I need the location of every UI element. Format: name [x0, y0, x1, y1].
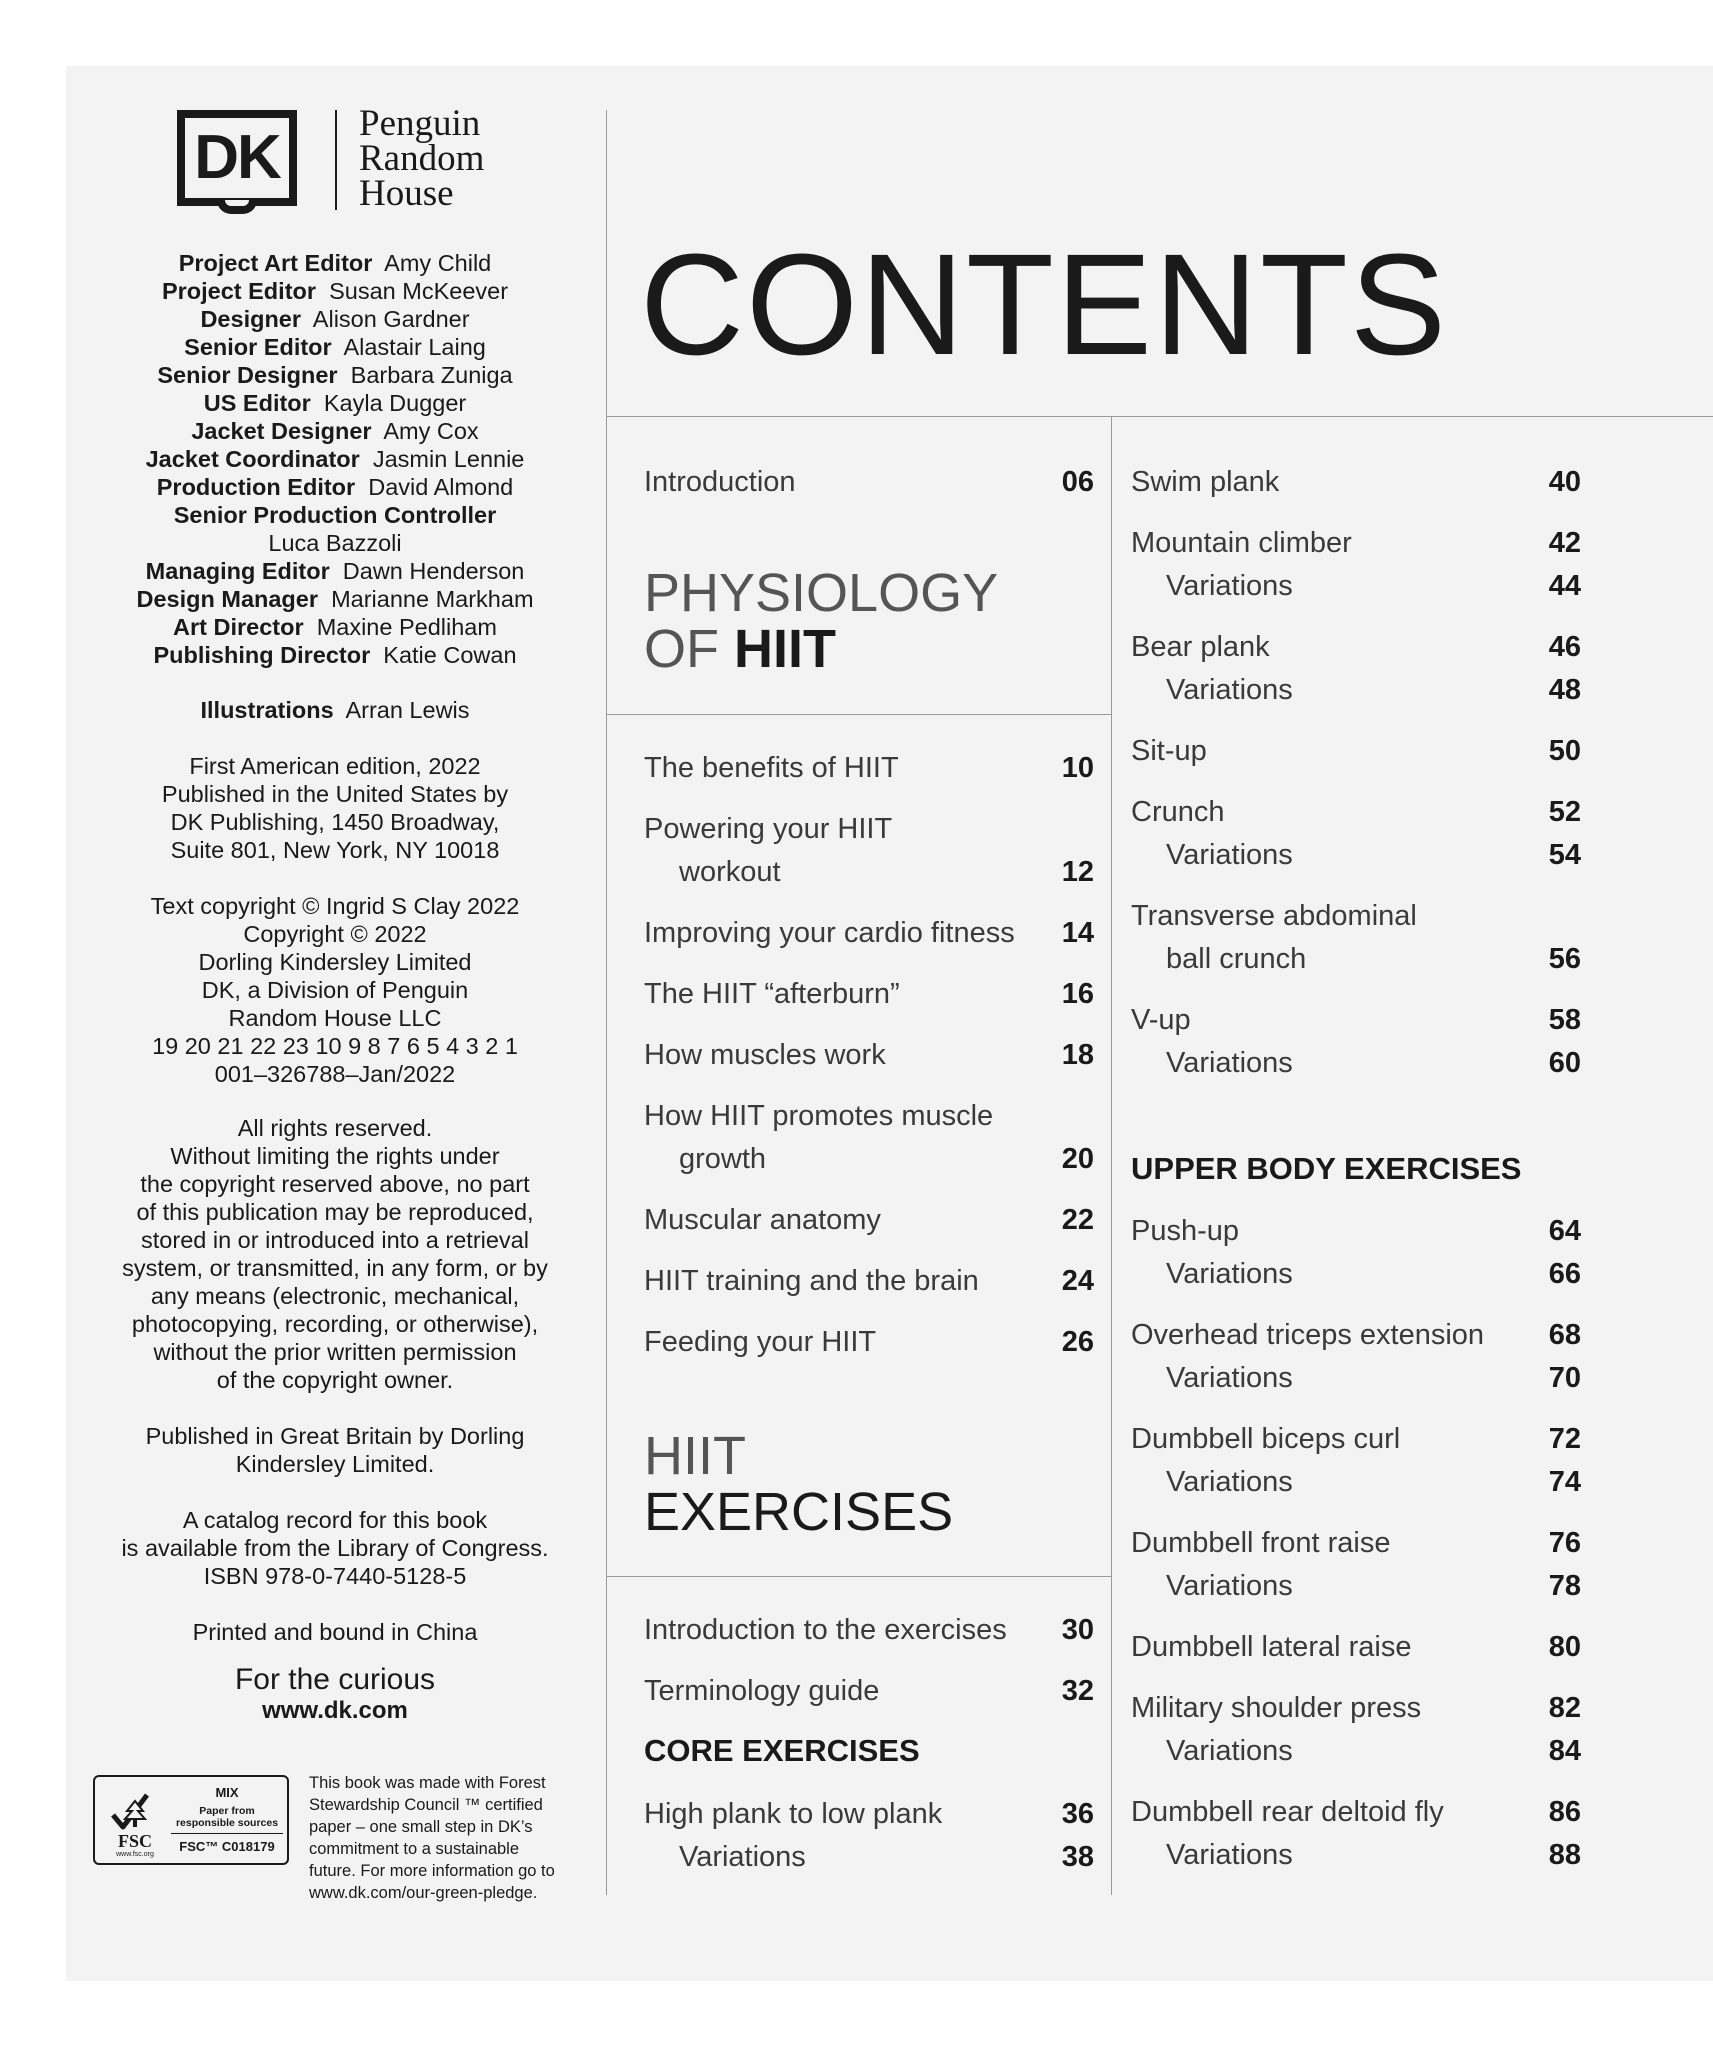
edition-line: Published in the United States by: [161, 781, 509, 807]
toc-page-number: 06: [1061, 466, 1094, 498]
physiology-heading-of: OF: [644, 619, 719, 679]
toc-page-number: 86: [1548, 1796, 1581, 1828]
fsc-divider: [171, 1833, 283, 1834]
dk-logo-icon: [177, 110, 297, 206]
toc-entry-label: The benefits of HIIT: [644, 752, 899, 784]
toc-entry-label: Improving your cardio fitness: [644, 917, 1015, 949]
toc-entry-label: Dumbbell lateral raise: [1131, 1631, 1412, 1663]
credit-name: Dawn Henderson: [342, 558, 525, 584]
physiology-heading: [644, 565, 998, 677]
toc-entry-label: Dumbbell rear deltoid fly: [1131, 1796, 1444, 1828]
toc-entry-label: Dumbbell biceps curl: [1131, 1423, 1401, 1455]
toc-entry[interactable]: [1131, 901, 1581, 931]
exercises-heading-line2: EXERCISES: [644, 1482, 954, 1542]
toc-entry-label: Military shoulder press: [1131, 1692, 1422, 1724]
toc-category-heading: UPPER BODY EXERCISES: [1131, 1151, 1522, 1186]
toc-entry-label: How HIIT promotes muscle: [644, 1100, 994, 1132]
fsc-note-line: Stewardship Council ™ certified: [309, 1796, 543, 1814]
credit-row: [100, 417, 570, 445]
fsc-note-line: paper – one small step in DK’s: [309, 1818, 533, 1836]
toc-page-number: 50: [1548, 735, 1581, 767]
toc-entry-label: Sit-up: [1131, 735, 1207, 767]
toc-entry[interactable]: [1131, 1797, 1581, 1827]
toc-entry-label: Push-up: [1131, 1215, 1240, 1247]
credit-row: [100, 501, 570, 529]
toc-entry[interactable]: [1131, 944, 1581, 974]
tagline: For the curious: [234, 1663, 436, 1696]
toc-entry[interactable]: [644, 1799, 1094, 1829]
rights-line: the copyright reserved above, no part: [140, 1171, 530, 1197]
toc-category-heading: CORE EXERCISES: [644, 1733, 920, 1768]
credit-name: Susan McKeever: [329, 278, 509, 304]
dk-logo-notch: [217, 200, 257, 214]
edition-line: DK Publishing, 1450 Broadway,: [170, 809, 500, 835]
toc-entry-label: Variations: [1166, 1735, 1293, 1767]
logo-divider: [335, 110, 337, 210]
fsc-name: FSC: [117, 1831, 152, 1851]
toc-page-number: 52: [1548, 796, 1581, 828]
toc-entry-label: Variations: [679, 1841, 806, 1873]
copyright-info: [96, 892, 574, 1088]
toc-entry[interactable]: [644, 918, 1094, 948]
toc-entry[interactable]: [644, 1040, 1094, 1070]
toc-entry[interactable]: [1131, 1424, 1581, 1454]
fsc-mix-label: MIX: [215, 1785, 239, 1800]
toc-entry[interactable]: [644, 857, 1094, 887]
copyright-line: 19 20 21 22 23 10 9 8 7 6 5 4 3 2 1: [152, 1033, 518, 1059]
toc-entry-introduction[interactable]: [644, 467, 1094, 497]
credit-row: [100, 361, 570, 389]
credit-role: Jacket Coordinator: [145, 446, 360, 472]
credit-row: [100, 557, 570, 585]
credit-row: [100, 305, 570, 333]
credit-role: Jacket Designer: [191, 418, 372, 444]
toc-page-number: 12: [1061, 856, 1094, 888]
toc-page-number: 76: [1548, 1527, 1581, 1559]
toc-entry[interactable]: [1131, 840, 1581, 870]
toc-entry-label: Transverse abdominal: [1131, 900, 1417, 932]
toc-entry[interactable]: [1131, 1632, 1581, 1662]
credit-name: Marianne Markham: [331, 586, 534, 612]
copyright-line: DK, a Division of Penguin: [201, 977, 469, 1003]
toc-entry[interactable]: [644, 1842, 1094, 1872]
toc-entry[interactable]: [644, 1327, 1094, 1357]
toc-entry-label: HIIT training and the brain: [644, 1265, 979, 1297]
toc-entry-label: Variations: [1166, 1839, 1293, 1871]
column-divider-middle: [1111, 416, 1112, 1895]
toc-page-number: 48: [1548, 674, 1581, 706]
toc-entry-label: Variations: [1166, 570, 1293, 602]
credit-row: [100, 585, 570, 613]
credit-row: [100, 641, 570, 669]
prh-line: House: [359, 173, 454, 214]
rights-line: without the prior written permission: [153, 1339, 517, 1365]
toc-entry[interactable]: [644, 1615, 1094, 1645]
toc-entry[interactable]: [1131, 1528, 1581, 1558]
toc-entry[interactable]: [644, 1676, 1094, 1706]
toc-page-number: 26: [1061, 1326, 1094, 1358]
physiology-heading-hiit: HIIT: [734, 619, 837, 679]
toc-entry-label: Variations: [1166, 1570, 1293, 1602]
toc-page-number: 32: [1061, 1675, 1094, 1707]
credit-row: [100, 389, 570, 417]
toc-entry[interactable]: [1131, 1840, 1581, 1870]
credit-name: Jasmin Lennie: [372, 446, 525, 472]
toc-page-number: 24: [1061, 1265, 1094, 1297]
toc-entry-label: Powering your HIIT: [644, 813, 893, 845]
toc-page-number: 64: [1548, 1215, 1581, 1247]
credits-list: [100, 249, 570, 669]
fsc-note-line: www.dk.com/our-green-pledge.: [309, 1884, 538, 1902]
dk-logo-text: DK: [194, 123, 280, 192]
credit-name: Amy Child: [384, 250, 492, 276]
fsc-sub-label: [171, 1805, 283, 1829]
edition-info: [96, 752, 574, 864]
toc-entry[interactable]: [1131, 1571, 1581, 1601]
fsc-url: www.fsc.org: [116, 1851, 154, 1858]
toc-entry-label: High plank to low plank: [644, 1798, 943, 1830]
toc-entry-label: Overhead triceps extension: [1131, 1319, 1485, 1351]
gb-line: Kindersley Limited.: [235, 1451, 435, 1477]
credit-row: [100, 445, 570, 473]
credit-row: [100, 277, 570, 305]
edition-line: First American edition, 2022: [189, 753, 481, 779]
credit-role: US Editor: [203, 390, 311, 416]
contents-title: CONTENTS: [640, 224, 1448, 385]
catalog-line: A catalog record for this book: [182, 1507, 488, 1533]
toc-entry-label: Variations: [1166, 674, 1293, 706]
website-link[interactable]: www.dk.com: [262, 1697, 408, 1724]
rights-line: photocopying, recording, or otherwise),: [131, 1311, 539, 1337]
toc-page-number: 38: [1061, 1841, 1094, 1873]
toc-entry[interactable]: [644, 814, 1094, 844]
toc-page-number: 16: [1061, 978, 1094, 1010]
toc-page-number: 56: [1548, 943, 1581, 975]
toc-entry-label: Variations: [1166, 1466, 1293, 1498]
rights-line: stored in or introduced into a retrieval: [141, 1227, 529, 1253]
toc-page-number: 42: [1548, 527, 1581, 559]
prh-line: Random: [359, 138, 485, 179]
toc-page-number: 74: [1548, 1466, 1581, 1498]
toc-entry-label: Swim plank: [1131, 466, 1280, 498]
toc-entry-label: Muscular anatomy: [644, 1204, 881, 1236]
toc-entry-label: Variations: [1166, 839, 1293, 871]
toc-page-number: 36: [1061, 1798, 1094, 1830]
toc-entry-label: The HIIT “afterburn”: [644, 978, 900, 1010]
rights-line: of the copyright owner.: [216, 1367, 454, 1393]
toc-page-number: 80: [1548, 1631, 1581, 1663]
credit-name: David Almond: [368, 474, 514, 500]
toc-entry-label: Variations: [1166, 1258, 1293, 1290]
toc-entry[interactable]: [1131, 675, 1581, 705]
publisher-logo: [177, 103, 517, 220]
credit-name: Katie Cowan: [383, 642, 517, 668]
toc-entry-label: How muscles work: [644, 1039, 886, 1071]
fsc-note: [309, 1772, 599, 1904]
fsc-note-line: commitment to a sustainable: [309, 1840, 520, 1858]
toc-entry-label: Dumbbell front raise: [1131, 1527, 1391, 1559]
toc-page-number: 72: [1548, 1423, 1581, 1455]
toc-entry[interactable]: [1131, 1005, 1581, 1035]
fsc-note-line: This book was made with Forest: [309, 1774, 546, 1792]
copyright-line: Dorling Kindersley Limited: [198, 949, 472, 975]
rights-line: any means (electronic, mechanical,: [150, 1283, 520, 1309]
toc-entry[interactable]: [644, 753, 1094, 783]
credit-role: Production Editor: [156, 474, 356, 500]
credit-row: [100, 249, 570, 277]
credit-role: Design Manager: [136, 586, 319, 612]
toc-entry-label: Introduction to the exercises: [644, 1614, 1007, 1646]
copyright-line: Text copyright © Ingrid S Clay 2022: [150, 893, 520, 919]
toc-page-number: 66: [1548, 1258, 1581, 1290]
toc-entry[interactable]: [1131, 632, 1581, 662]
toc-entry-label: Crunch: [1131, 796, 1225, 828]
edition-line: Suite 801, New York, NY 10018: [170, 837, 500, 863]
fsc-badge: [93, 1775, 289, 1865]
catalog-line: is available from the Library of Congress.: [121, 1535, 549, 1561]
credit-role: Senior Designer: [157, 362, 338, 388]
toc-entry[interactable]: [644, 1101, 1094, 1131]
rights-line: of this publication may be reproduced,: [136, 1199, 534, 1225]
fsc-note-line: future. For more information go to: [309, 1862, 555, 1880]
credit-row: [100, 613, 570, 641]
rights-line: All rights reserved.: [237, 1115, 433, 1141]
illustrations-credit: [96, 696, 574, 724]
column-divider-left: [606, 110, 607, 1895]
toc-entry-label: Terminology guide: [644, 1675, 880, 1707]
copyright-line: Random House LLC: [228, 1005, 442, 1031]
credit-role: Project Art Editor: [178, 250, 373, 276]
prh-line: Penguin: [359, 103, 481, 144]
credit-role: Publishing Director: [153, 642, 371, 668]
toc-entry-label: Bear plank: [1131, 631, 1270, 663]
fsc-code: FSC™ C018179: [179, 1839, 275, 1854]
gb-publication-info: [96, 1422, 574, 1478]
toc-entry[interactable]: [1131, 571, 1581, 601]
toc-entry-label: Mountain climber: [1131, 527, 1352, 559]
toc-entry-label: workout: [679, 856, 781, 888]
toc-entry[interactable]: [1131, 528, 1581, 558]
toc-entry[interactable]: [1131, 1693, 1581, 1723]
copyright-line: Copyright © 2022: [243, 921, 427, 947]
toc-entry[interactable]: [644, 1266, 1094, 1296]
copyright-line: 001–326788–Jan/2022: [214, 1061, 456, 1087]
credit-name: Luca Bazzoli: [268, 530, 402, 556]
credit-name: Maxine Pedliham: [316, 614, 497, 640]
toc-page-number: 78: [1548, 1570, 1581, 1602]
printed-info: [96, 1618, 574, 1646]
catalog-line: ISBN 978-0-7440-5128-5: [203, 1563, 467, 1589]
toc-page-number: 20: [1061, 1143, 1094, 1175]
credit-name: Arran Lewis: [345, 697, 470, 723]
toc-entry-label: Variations: [1166, 1362, 1293, 1394]
toc-page-number: 30: [1061, 1614, 1094, 1646]
fsc-sub-line: Paper from: [199, 1805, 255, 1817]
credit-name: Amy Cox: [383, 418, 479, 444]
toc-page-number: 44: [1548, 570, 1581, 602]
toc-entry[interactable]: [1131, 1048, 1581, 1078]
credit-row: [100, 473, 570, 501]
toc-page-number: 40: [1548, 466, 1581, 498]
rights-line: Without limiting the rights under: [170, 1143, 500, 1169]
toc-entry[interactable]: [1131, 1736, 1581, 1766]
penguin-random-house-logo: [359, 103, 519, 214]
credit-role: Project Editor: [161, 278, 317, 304]
physiology-heading-line1: PHYSIOLOGY: [644, 563, 999, 623]
toc-entry-label: V-up: [1131, 1004, 1191, 1036]
toc-entry[interactable]: [1131, 797, 1581, 827]
toc-entry[interactable]: [644, 1144, 1094, 1174]
credit-name: Alastair Laing: [343, 334, 486, 360]
toc-entry-label: Feeding your HIIT: [644, 1326, 877, 1358]
credit-row: [100, 333, 570, 361]
fsc-sub-line: responsible sources: [175, 1817, 279, 1829]
toc-entry[interactable]: [1131, 1467, 1581, 1497]
toc-page-number: 46: [1548, 631, 1581, 663]
toc-entry[interactable]: [644, 979, 1094, 1009]
credit-role: Designer: [200, 306, 302, 332]
exercises-heading: [644, 1428, 953, 1540]
toc-page-number: 14: [1061, 917, 1094, 949]
toc-entry-label: growth: [679, 1143, 767, 1175]
toc-page-number: 84: [1548, 1735, 1581, 1767]
credit-role: Art Director: [173, 614, 304, 640]
toc-entry[interactable]: [1131, 1363, 1581, 1393]
contents-right-column: [1131, 0, 1581, 2048]
toc-entry[interactable]: [644, 1205, 1094, 1235]
toc-entry[interactable]: [1131, 467, 1581, 497]
credit-role: Senior Production Controller: [173, 502, 497, 528]
credit-role: Illustrations: [200, 697, 334, 723]
gb-line: Published in Great Britain by Dorling: [145, 1423, 525, 1449]
toc-entry-label: ball crunch: [1166, 943, 1307, 975]
toc-page-number: 22: [1061, 1204, 1094, 1236]
toc-page-number: 60: [1548, 1047, 1581, 1079]
toc-page-number: 88: [1548, 1839, 1581, 1871]
toc-entry[interactable]: [1131, 736, 1581, 766]
rights-line: system, or transmitted, in any form, or by: [122, 1255, 548, 1281]
credit-role: Senior Editor: [184, 334, 332, 360]
toc-page-number: 10: [1061, 752, 1094, 784]
tagline-block: [96, 1663, 574, 1725]
toc-page-number: 18: [1061, 1039, 1094, 1071]
toc-page-number: 68: [1548, 1319, 1581, 1351]
toc-page-number: 82: [1548, 1692, 1581, 1724]
toc-entry[interactable]: [1131, 1259, 1581, 1289]
catalog-info: [96, 1506, 574, 1590]
fsc-tree-check-icon: [107, 1787, 163, 1835]
printed-text: Printed and bound in China: [192, 1619, 478, 1645]
credit-name: Barbara Zuniga: [350, 362, 513, 388]
toc-page-number: 58: [1548, 1004, 1581, 1036]
credit-name: Kayla Dugger: [323, 390, 467, 416]
toc-entry-label: Introduction: [644, 466, 796, 498]
contents-left-column: [644, 0, 1094, 2048]
toc-entry[interactable]: [1131, 1320, 1581, 1350]
exercises-heading-line1: HIIT: [644, 1426, 746, 1486]
toc-entry[interactable]: [1131, 1216, 1581, 1246]
credit-role: Managing Editor: [145, 558, 330, 584]
toc-entry-label: Variations: [1166, 1047, 1293, 1079]
credit-name: Alison Gardner: [312, 306, 470, 332]
toc-page-number: 54: [1548, 839, 1581, 871]
rights-notice: [96, 1114, 574, 1394]
toc-page-number: 70: [1548, 1362, 1581, 1394]
credit-row: [100, 529, 570, 557]
